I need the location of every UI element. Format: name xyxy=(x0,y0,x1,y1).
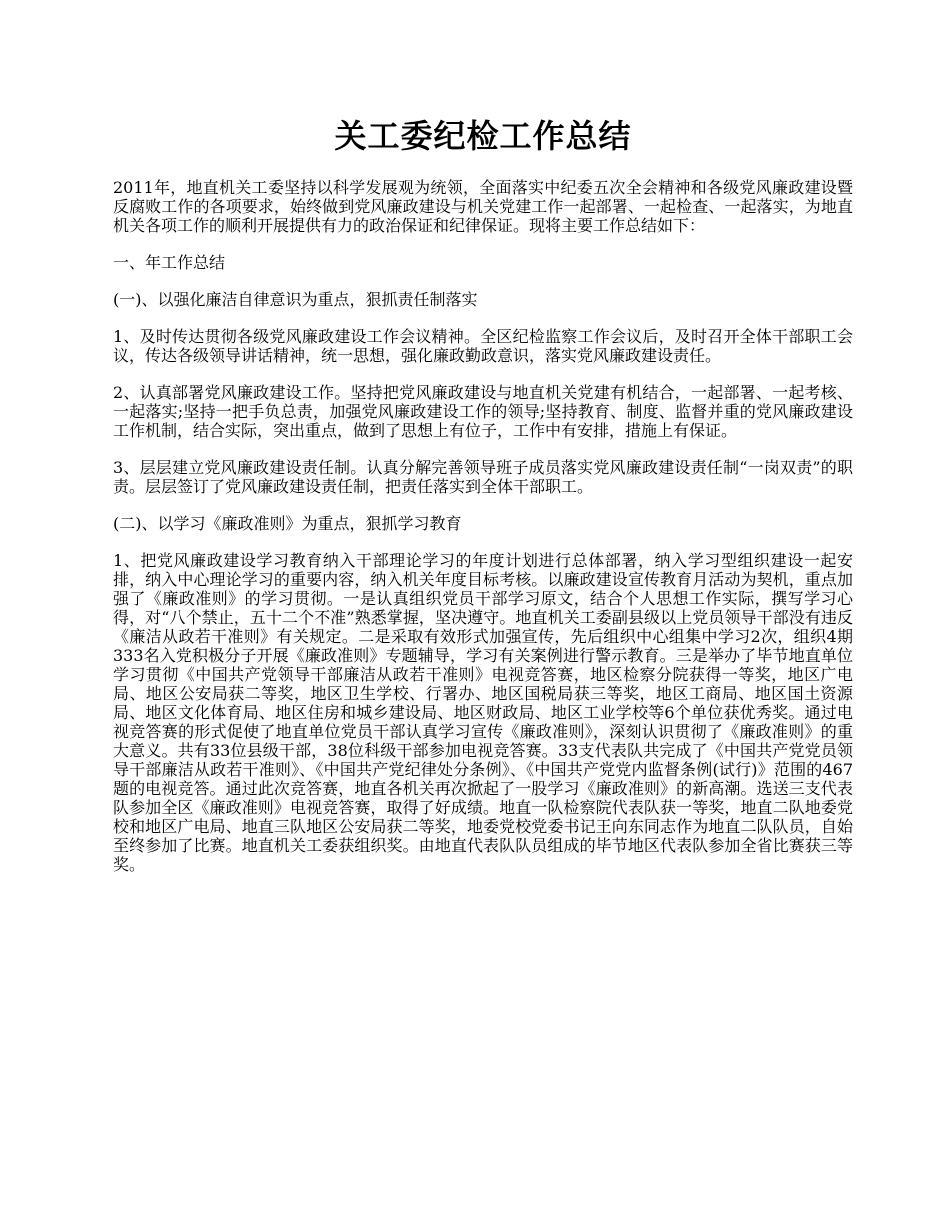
section-heading-1: 一、年工作总结 xyxy=(113,253,226,272)
document-title: 关工委纪检工作总结 xyxy=(334,117,632,155)
intro-paragraph: 2011年，地直机关工委坚持以科学发展观为统领，全面落实中纪委五次全会精神和各级党风廉政建设暨反腐败工作的各项要求，始终做到党风廉政建设与机关党建工作一起部署、一起检查、一起落实，为地直机关各项工作的顺利开展提供有力的政治保证和纪律保证。现将主要工作总结如下： xyxy=(113,178,853,235)
item-paragraph-1: 1、及时传达贯彻各级党风廉政建设工作会议精神。全区纪检监察工作会议后，及时召开全体干部职工会议，传达各级领导讲话精神，统一思想，强化廉政勤政意识，落实党风廉政建设责任。 xyxy=(113,327,853,365)
item-paragraph-3: 3、层层建立党风廉政建设责任制。认真分解完善领导班子成员落实党风廉政建设责任制“一岗双责”的职责。层层签订了党风廉政建设责任制，把责任落实到全体干部职工。 xyxy=(113,458,853,496)
subsection-heading-2: (二)、以学习《廉政准则》为重点，狠抓学习教育 xyxy=(113,514,462,533)
item-paragraph-2: 2、认真部署党风廉政建设工作。坚持把党风廉政建设与地直机关党建有机结合，一起部署、一起考核、一起落实;坚持一把手负总责，加强党风廉政建设工作的领导;坚持教育、制度、监督并重的党风廉政建设工作机制，结合实际，突出重点，做到了思想上有位子，工作中有安排，措施上有保证。 xyxy=(113,383,853,440)
document-page xyxy=(113,112,853,892)
item-paragraph-4: 1、把党风廉政建设学习教育纳入干部理论学习的年度计划进行总体部署，纳入学习型组织建设一起安排，纳入中心理论学习的重要内容，纳入机关年度目标考核。以廉政建设宣传教育月活动为契机，重点加强了《廉政准则》的学习贯彻。一是认真组织党员干部学习原文，结合个人思想工作实际，撰写学习心得，对“八个禁止，五十二个不准”熟悉掌握，坚决遵守。地直机关工委副县级以上党员领导干部没有违反《廉洁从政若干准则》有关规定。二是采取有效形式加强宣传，先后组织中心组集中学习2次，组织4期333名入党积极分子开展《廉政准则》专题辅导，学习有关案例进行警示教育。三是举办了毕节地直单位学习贯彻《中国共产党领导干部廉洁从政若干准则》电视竞答赛，地区检察分院获得一等奖，地区广电局、地区公安局获二等奖，地区卫生学校、行署办、地区国税局获三等奖，地区工商局、地区国土资源局、地区文化体育局、地区住房和城乡建设局、地区财政局、地区工业学校等6个单位获优秀奖。通过电视竞答赛的形式促使了地直单位党员干部认真学习宣传《廉政准则》，深刻认识贯彻了《廉政准则》的重大意义。共有33位县级干部，38位科级干部参加电视竞答赛。33支代表队共完成了《中国共产党党员领导干部廉洁从政若干准则》、《中国共产党纪律处分条例》、《中国共产党党内监督条例(试行)》范围的467题的电视竞答。通过此次竞答赛，地直各机关再次掀起了一股学习《廉政准则》的新高潮。选送三支代表队参加全区《廉政准则》电视竞答赛，取得了好成绩。地直一队检察院代表队获一等奖，地直二队地委党校和地区广电局、地直三队地区公安局获二等奖，地委党校党委书记王向东同志作为地直二队队员，自始至终参加了比赛。地直机关工委获组织奖。由地直代表队队员组成的毕节地区代表队参加全省比赛获三等奖。 xyxy=(113,551,853,874)
subsection-heading-1: (一)、以强化廉洁自律意识为重点，狠抓责任制落实 xyxy=(113,290,478,309)
